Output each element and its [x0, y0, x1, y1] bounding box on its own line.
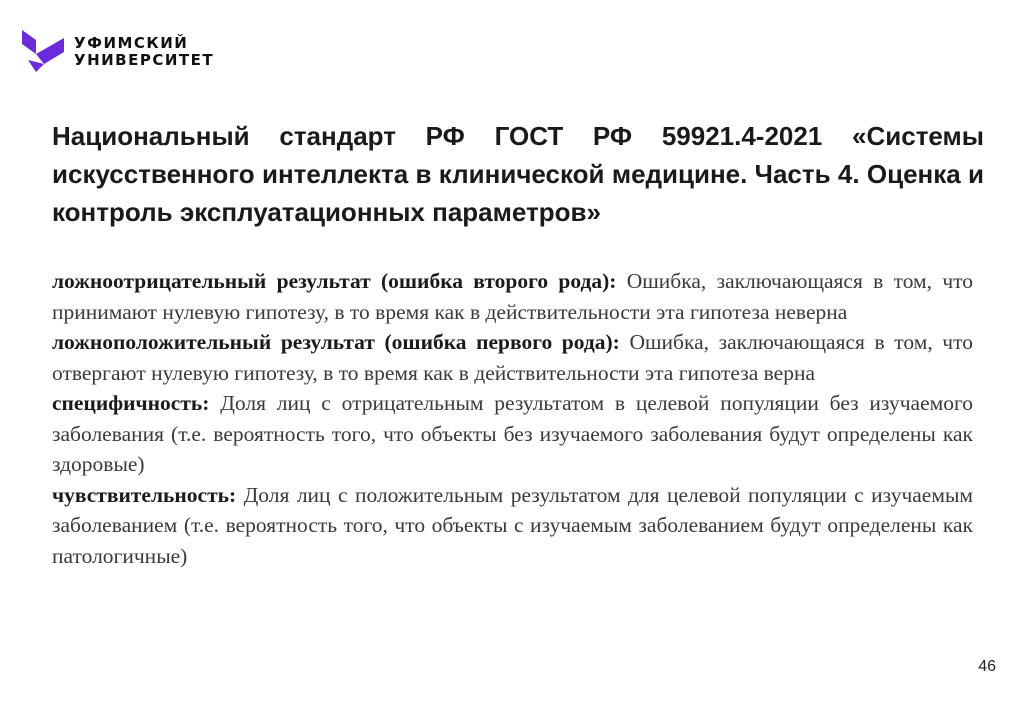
university-logo-text — [74, 35, 214, 69]
term-label: ложноотрицательный результат (ошибка второго рода): — [52, 269, 617, 293]
definition-specificity — [52, 388, 973, 480]
term-label: чувствительность: — [52, 482, 237, 507]
term-definition: Ошибка, заключающаяся в том, что отвергают нулевую гипотезу, в то время как в действительности эта гипотеза верна — [52, 330, 973, 385]
term-definition: Доля лиц с отрицательным результатом в целевой популяции без изучаемого заболевания (т.е. вероятность того, что объекты без изучаемого заболевания будут определены как здоровые) — [52, 391, 974, 476]
definition-false-positive — [52, 327, 973, 388]
definitions-list — [52, 266, 973, 571]
logo-line-2: УНИВЕРСИТЕТ — [74, 51, 215, 69]
definition-false-negative — [52, 266, 973, 327]
definition-sensitivity — [52, 480, 973, 572]
university-logo — [22, 30, 214, 74]
term-definition: Ошибка, заключающаяся в том, что принимают нулевую гипотезу, в то время как в действительности эта гипотеза неверна — [52, 269, 974, 324]
term-label: специфичность: — [52, 391, 210, 415]
logo-line-1: УФИМСКИЙ — [74, 34, 189, 52]
term-definition: Доля лиц с положительным результатом для целевой популяции с изучаемым заболеванием (т.е. вероятность того, что объекты с изучаемым заболеванием будут определены как патологичные) — [52, 482, 973, 568]
university-logo-mark-icon — [22, 30, 64, 74]
term-label: ложноположительный результат (ошибка первого рода): — [52, 330, 620, 354]
slide-title: Национальный стандарт РФ ГОСТ РФ 59921.4-2021 «Системы искусственного интеллекта в клинической медицине. Часть 4. Оценка и контроль эксплуатационных параметров» — [52, 121, 984, 227]
page-number: 46 — [978, 658, 996, 675]
